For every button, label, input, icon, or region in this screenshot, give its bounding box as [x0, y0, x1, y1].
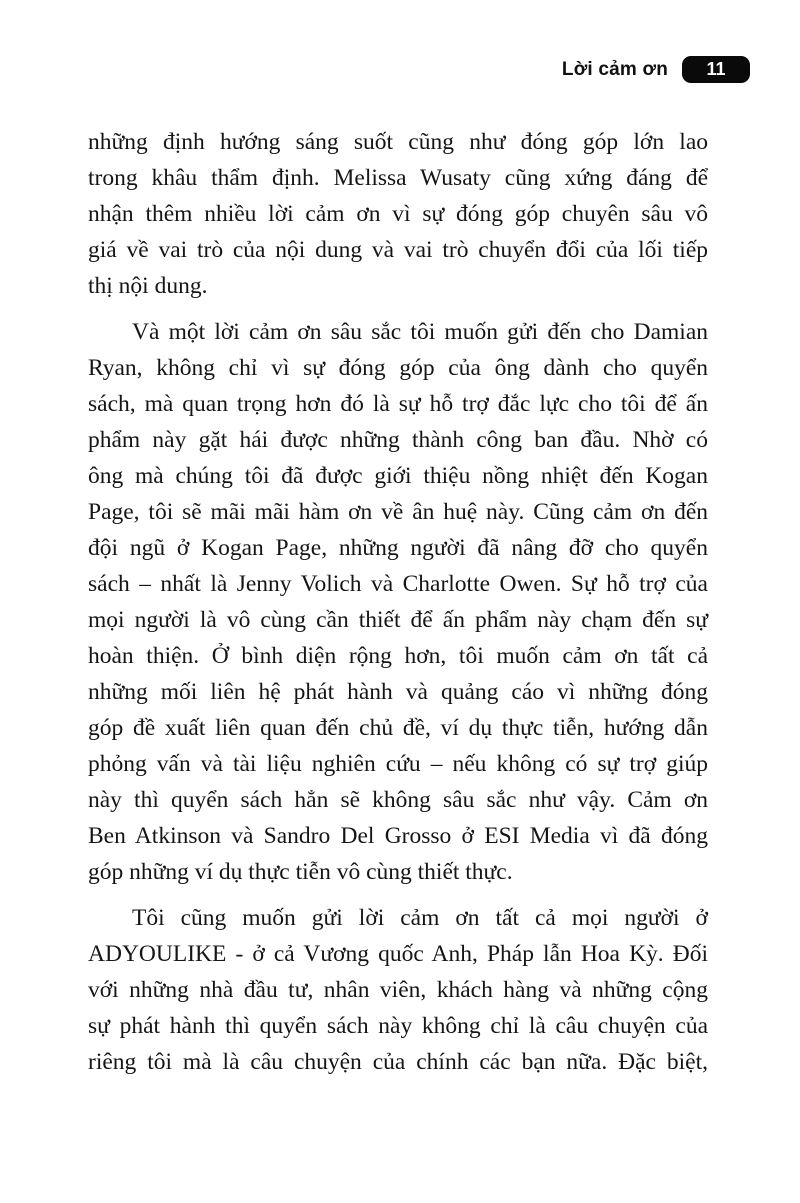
text-line: phẩm này gặt hái được những thành công ban đầu. Nhờ có [88, 427, 708, 453]
text-line: riêng tôi mà là câu chuyện của chính các bạn nữa. Đặc biệt, [88, 1049, 708, 1075]
text-line: Ryan, không chỉ vì sự đóng góp của ông dành cho quyển [88, 355, 708, 381]
paragraph [88, 900, 708, 1080]
body-text [88, 124, 708, 1080]
text-line: những mối liên hệ phát hành và quảng cáo vì những đóng [88, 679, 708, 705]
text-line: sự phát hành thì quyển sách này không chỉ là câu chuyện của [88, 1013, 708, 1039]
text-line: góp những ví dụ thực tiễn vô cùng thiết thực. [88, 859, 513, 885]
text-line: Page, tôi sẽ mãi mãi hàm ơn về ân huệ này. Cũng cảm ơn đến [88, 499, 708, 525]
page-number-badge: 11 [682, 56, 750, 83]
text-line: Tôi cũng muốn gửi lời cảm ơn tất cả mọi người ở [132, 905, 708, 931]
text-line: Ben Atkinson và Sandro Del Grosso ở ESI Media vì đã đóng [88, 823, 708, 849]
text-line: thị nội dung. [88, 273, 208, 299]
text-line: ADYOULIKE - ở cả Vương quốc Anh, Pháp lẫn Hoa Kỳ. Đối [88, 941, 708, 967]
text-line: hoàn thiện. Ở bình diện rộng hơn, tôi muốn cảm ơn tất cả [88, 643, 708, 669]
text-line: với những nhà đầu tư, nhân viên, khách hàng và những cộng [88, 977, 708, 1003]
text-line: trong khâu thẩm định. Melissa Wusaty cũng xứng đáng để [88, 165, 708, 191]
running-header [562, 56, 750, 83]
text-line: sách – nhất là Jenny Volich và Charlotte Owen. Sự hỗ trợ của [88, 571, 708, 597]
paragraph [88, 124, 708, 304]
paragraph [88, 314, 708, 890]
text-line: nhận thêm nhiều lời cảm ơn vì sự đóng góp chuyên sâu vô [88, 201, 708, 227]
text-line: góp đề xuất liên quan đến chủ đề, ví dụ thực tiễn, hướng dẫn [88, 715, 708, 741]
text-line: mọi người là vô cùng cần thiết để ấn phẩm này chạm đến sự [88, 607, 708, 633]
text-line: giá về vai trò của nội dung và vai trò chuyển đổi của lối tiếp [88, 237, 708, 263]
text-line: đội ngũ ở Kogan Page, những người đã nâng đỡ cho quyển [88, 535, 708, 561]
text-line: phỏng vấn và tài liệu nghiên cứu – nếu không có sự trợ giúp [88, 751, 708, 777]
text-line: ông mà chúng tôi đã được giới thiệu nồng nhiệt đến Kogan [88, 463, 708, 489]
text-line: sách, mà quan trọng hơn đó là sự hỗ trợ đắc lực cho tôi để ấn [88, 391, 708, 417]
chapter-title: Lời cảm ơn [561, 58, 668, 80]
text-line: này thì quyển sách hẳn sẽ không sâu sắc như vậy. Cảm ơn [88, 787, 708, 813]
text-line: Và một lời cảm ơn sâu sắc tôi muốn gửi đến cho Damian [132, 319, 708, 345]
text-line: những định hướng sáng suốt cũng như đóng góp lớn lao [88, 129, 708, 155]
